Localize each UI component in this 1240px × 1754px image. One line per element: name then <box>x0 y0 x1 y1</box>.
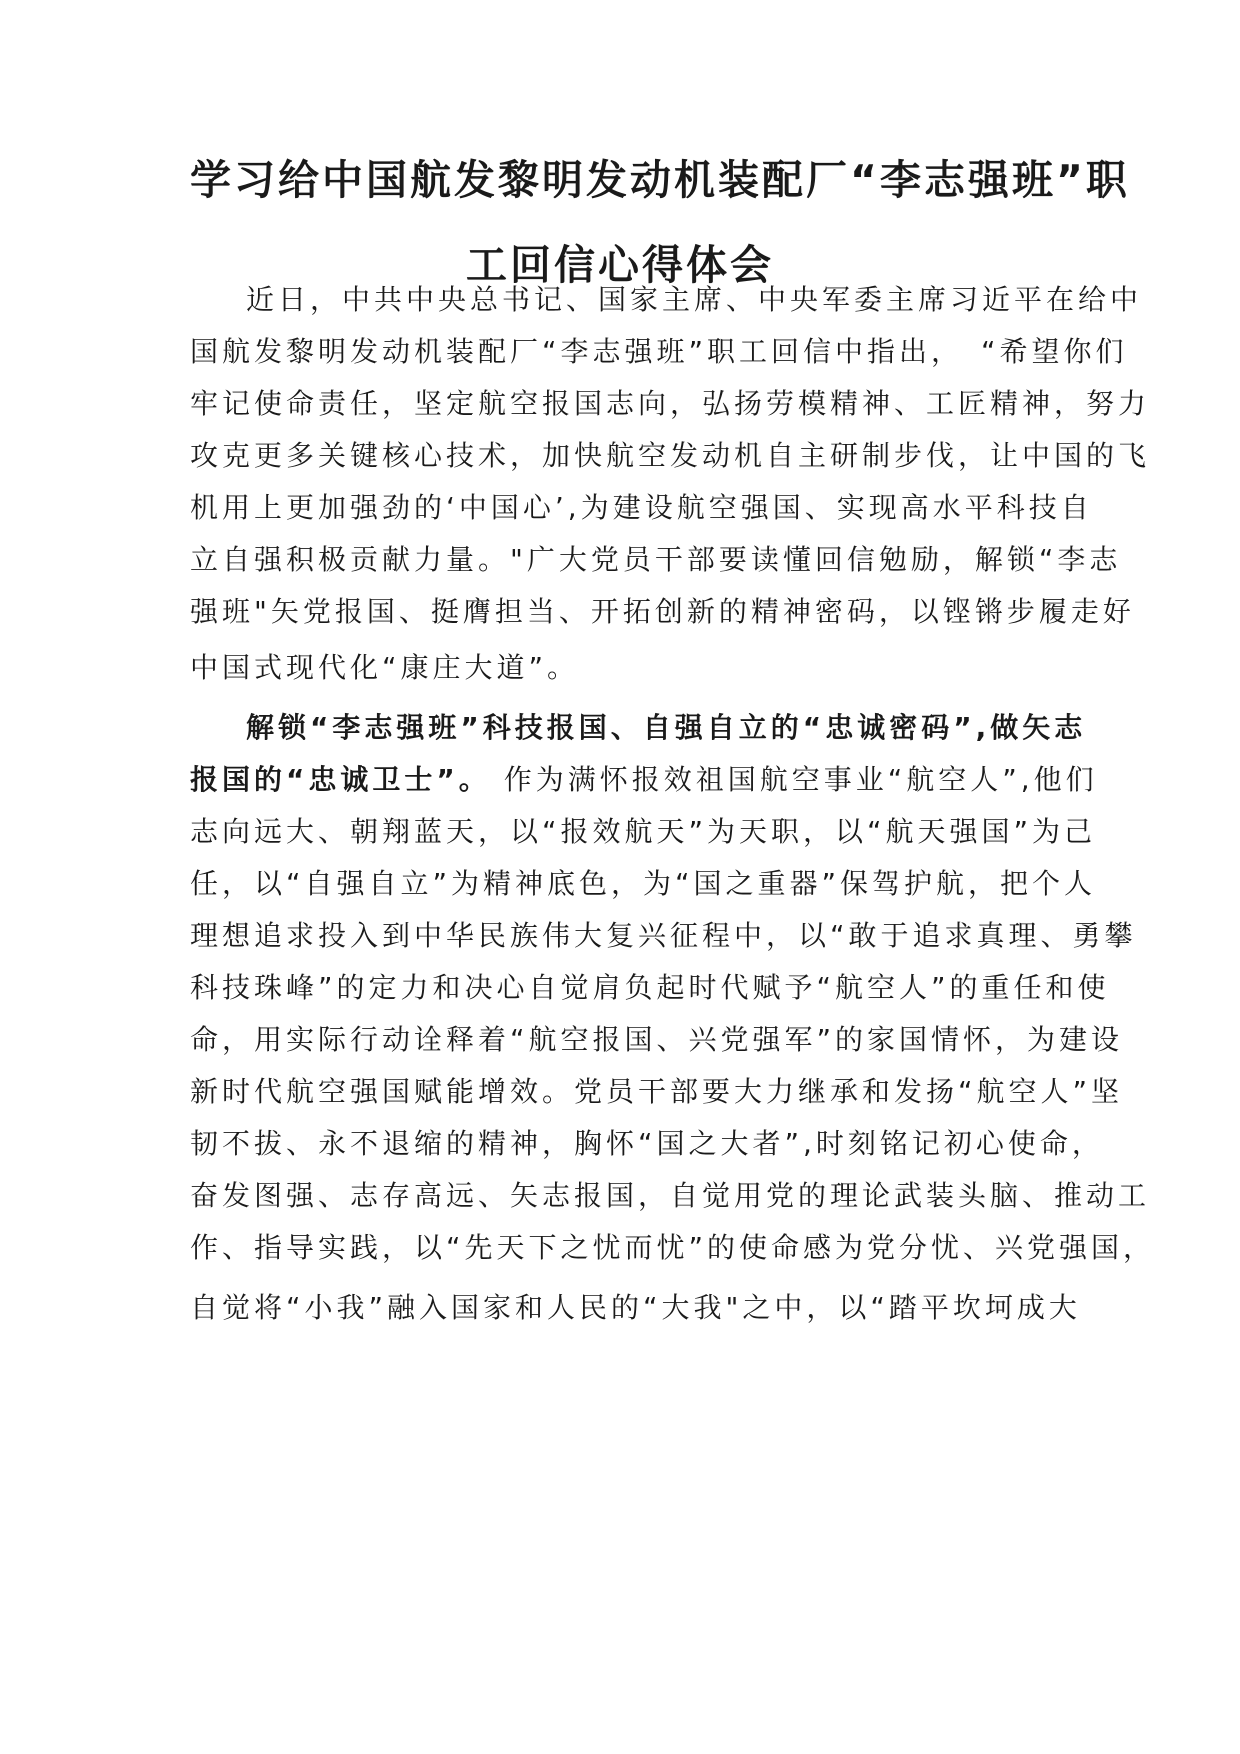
paragraph-1-line-5: 机用上更加强劲的‘中国心’,为建设航空强国、实现高水平科技自 <box>190 491 1093 524</box>
paragraph-2-line-4: 科技珠峰”的定力和决心自觉肩负起时代赋予“航空人”的重任和使 <box>190 971 1110 1004</box>
paragraph-2-line-3: 理想追求投入到中华民族伟大复兴征程中，以“敢于追求真理、勇攀 <box>190 919 1137 952</box>
paragraph-2-heading-rest: 作为满怀报效祖国航空事业“航空人”,他们 <box>490 763 1098 796</box>
paragraph-1-line-2: 国航发黎明发动机装配厂“李志强班”职工回信中指出， “希望你们 <box>190 335 1128 368</box>
paragraph-1-line-1: 近日，中共中央总书记、国家主席、中央军委主席习近平在给中 <box>246 283 1143 316</box>
paragraph-2-line-10: 自觉将“小我”融入国家和人民的“大我"之中，以“踏平坎坷成大 <box>190 1291 1081 1324</box>
document-title-line-2: 工回信心得体会 <box>466 241 774 289</box>
paragraph-2-line-6: 新时代航空强国赋能增效。党员干部要大力继承和发扬“航空人”坚 <box>190 1075 1124 1108</box>
paragraph-2-line-2: 任，以“自强自立”为精神底色，为“国之重器”保驾护航，把个人 <box>190 867 1097 900</box>
paragraph-2-line-1: 志向远大、朝翔蓝天，以“报效航天”为天职，以“航天强国”为己 <box>190 815 1097 848</box>
paragraph-2-heading-line-2 <box>190 762 1098 798</box>
paragraph-2-line-8: 奋发图强、志存高远、矢志报国，自觉用党的理论武装头脑、推动工 <box>190 1179 1151 1212</box>
paragraph-1-line-6: 立自强积极贡献力量。"广大党员干部要读懂回信勉励，解锁“李志 <box>190 543 1122 576</box>
paragraph-2-heading-line-1: 解锁“李志强班”科技报国、自强自立的“忠诚密码”,做矢志 <box>246 711 1087 744</box>
paragraph-1-line-8: 中国式现代化“康庄大道”。 <box>190 651 580 684</box>
paragraph-2-line-9: 作、指导实践，以“先天下之忧而忧”的使命感为党分忧、兴党强国， <box>190 1231 1156 1264</box>
paragraph-2-line-5: 命，用实际行动诠释着“航空报国、兴党强军”的家国情怀，为建设 <box>190 1023 1124 1056</box>
paragraph-1-line-7: 强班"矢党报国、挺膺担当、开拓创新的精神密码，以铿锵步履走好 <box>190 595 1135 628</box>
paragraph-1-line-3: 牢记使命责任，坚定航空报国志向，弘扬劳模精神、工匠精神，努力 <box>190 387 1151 420</box>
paragraph-2-heading-bold: 报国的“忠诚卫士”。 <box>190 763 491 796</box>
paragraph-1-line-4: 攻克更多关键核心技术，加快航空发动机自主研制步伐，让中国的飞 <box>190 439 1151 472</box>
paragraph-2-line-7: 韧不拔、永不退缩的精神，胸怀“国之大者”,时刻铭记初心使命， <box>190 1127 1104 1160</box>
document-title-line-1: 学习给中国航发黎明发动机装配厂“李志强班”职 <box>190 156 1130 204</box>
